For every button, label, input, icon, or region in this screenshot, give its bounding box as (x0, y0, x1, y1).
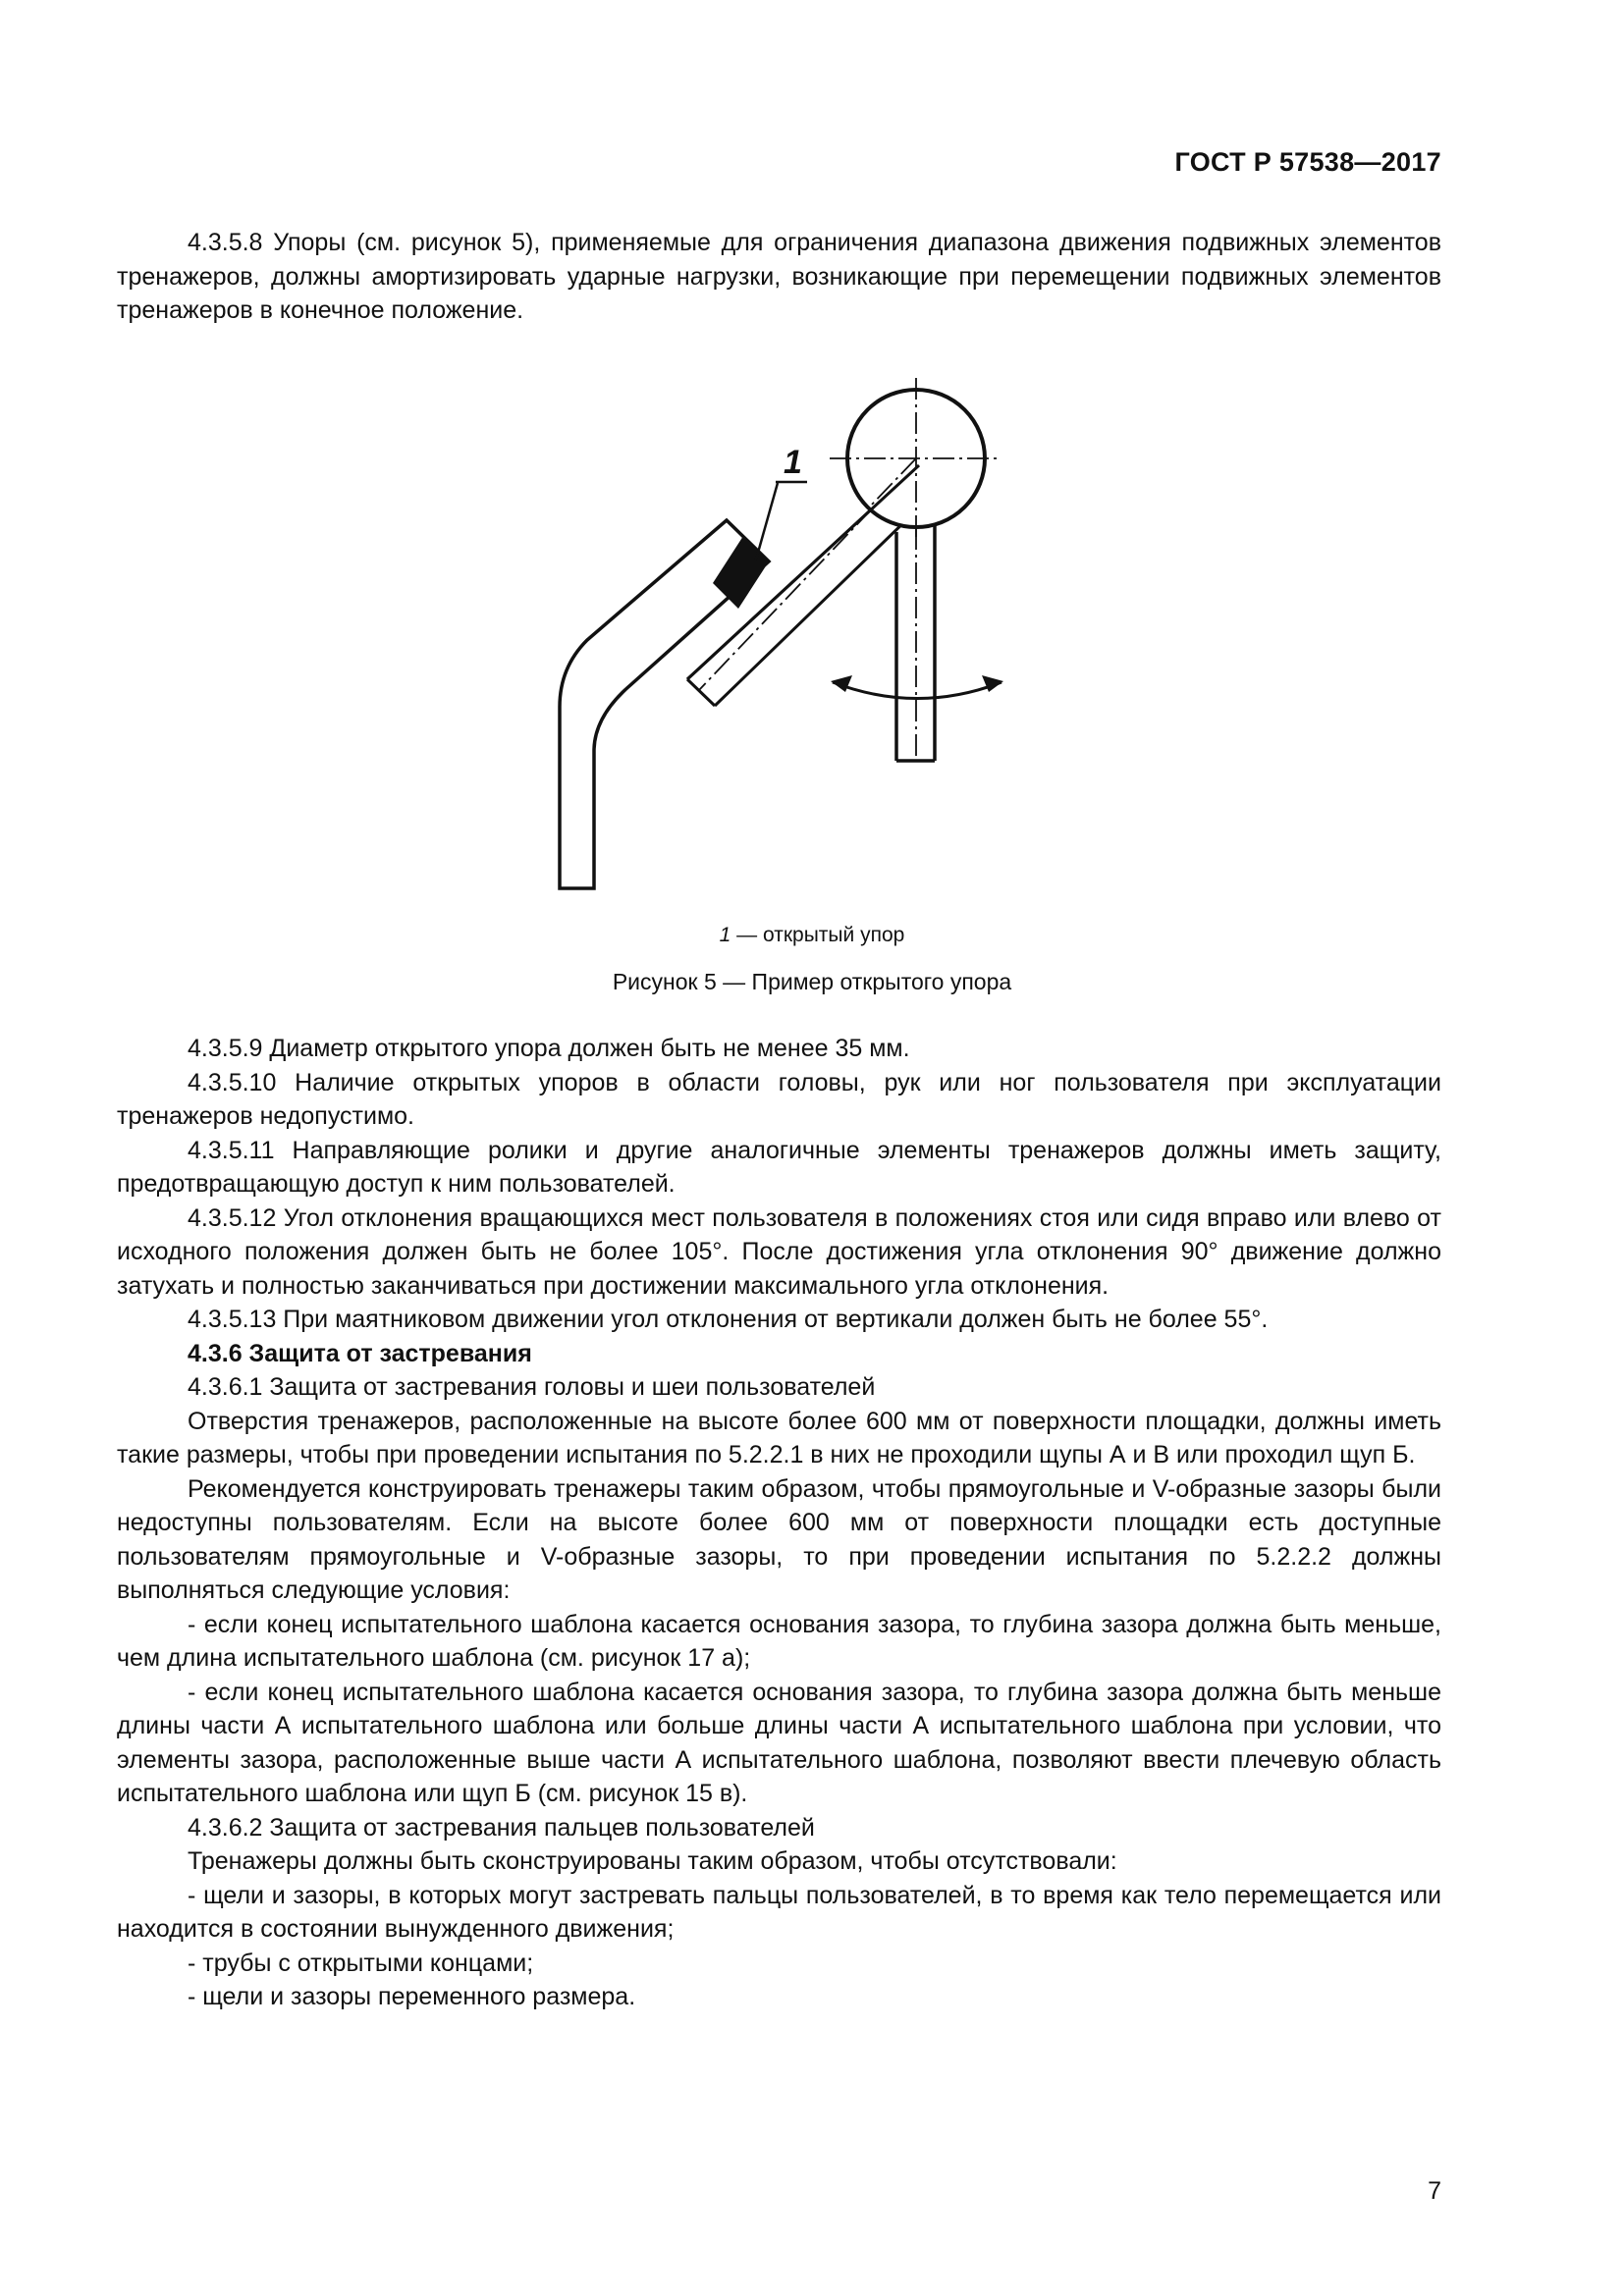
list-item: - если конец испытательного шаблона касается основания зазора, то глубина зазора должна быть меньше, чем длина испытательного шаблона (см. рисунок 17 а); (117, 1610, 1441, 1672)
document-code-header: ГОСТ Р 57538—2017 (1174, 147, 1441, 177)
legend-text: — открытый упор (731, 924, 905, 946)
list-item: - щели и зазоры, в которых могут застревать пальцы пользователей, в то время как тело перемещается или находится в состоянии вынужденного движения; (117, 1881, 1441, 1943)
intro-section (117, 226, 1441, 328)
figure-caption: Рисунок 5 — Пример открытого упора (612, 969, 1012, 994)
paragraph-4-3-5-8: 4.3.5.8 Упоры (см. рисунок 5), применяемые для ограничения диапазона движения подвижных элементов тренажеров, должны амортизировать ударные нагрузки, возникающие при перемещении подвижных элементов тренажеров в конечное положение. (117, 229, 1441, 324)
paragraph-4-3-6-2: 4.3.6.2 Защита от застревания пальцев пользователей (188, 1813, 815, 1842)
section-heading-4-3-6: 4.3.6 Защита от застревания (188, 1339, 532, 1367)
paragraph-recommendation: Рекомендуется конструировать тренажеры таким образом, чтобы прямоугольные и V-образные зазоры были недоступны пользователям. Если на высоте более 600 мм от поверхности площадки есть доступные пользователям прямоугольные и V-образные зазоры, то при проведении испытания по 5.2.2.2 должны выполняться следующие условия: (117, 1474, 1441, 1604)
rotation-arrow-curve (833, 682, 1001, 699)
paragraph-requirements: Тренажеры должны быть сконструированы таким образом, чтобы отсутствовали: (188, 1847, 1117, 1875)
callout-leader (756, 483, 778, 560)
body-section (117, 1032, 1441, 2014)
paragraph-4-3-6-1: 4.3.6.1 Защита от застревания головы и шеи пользователей (188, 1373, 876, 1401)
paragraph-4-3-5-10: 4.3.5.10 Наличие открытых упоров в области головы, рук или ног пользователя при эксплуатации тренажеров недопустимо. (117, 1068, 1441, 1130)
list-item: - трубы с открытыми концами; (188, 1949, 534, 1977)
paragraph-4-3-5-9: 4.3.5.9 Диаметр открытого упора должен быть не менее 35 мм. (188, 1035, 910, 1062)
page-number: 7 (1428, 2177, 1441, 2205)
legend-number: 1 (719, 924, 731, 946)
paragraph-openings: Отверстия тренажеров, расположенные на высоте более 600 мм от поверхности площадки, должны иметь такие размеры, чтобы при проведении испытания по 5.2.2.1 в них не проходили щупы А и В или проходил щуп Б. (117, 1407, 1441, 1468)
paragraph-4-3-5-11: 4.3.5.11 Направляющие ролики и другие аналогичные элементы тренажеров должны иметь защиту, предотвращающую доступ к ним пользователей. (117, 1136, 1441, 1198)
paragraph-4-3-5-12: 4.3.5.12 Угол отклонения вращающихся мест пользователя в положениях стоя или сидя вправо или влево от исходного положения должен быть не более 105°. После достижения угла отклонения 90° движение должно затухать и полностью заканчиваться при достижении максимального угла отклонения. (117, 1203, 1441, 1300)
paragraph-4-3-5-13: 4.3.5.13 При маятниковом движении угол отклонения от вертикали должен быть не более 55°. (188, 1306, 1269, 1333)
figure-legend (0, 924, 1624, 947)
callout-number: 1 (784, 444, 802, 481)
figure-5-open-stop-diagram (0, 363, 1624, 913)
list-item: - если конец испытательного шаблона касается основания зазора, то глубина зазора должна быть меньше длины части А испытательного шаблона или больше длины части А испытательного шаблона при условии, что элементы зазора, расположенные выше части А испытательного шаблона, позволяют ввести плечевую область испытательного шаблона или щуп Б (см. рисунок 15 в). (117, 1678, 1441, 1807)
list-item: - щели и зазоры переменного размера. (188, 1983, 636, 2010)
arm-end (687, 679, 715, 706)
